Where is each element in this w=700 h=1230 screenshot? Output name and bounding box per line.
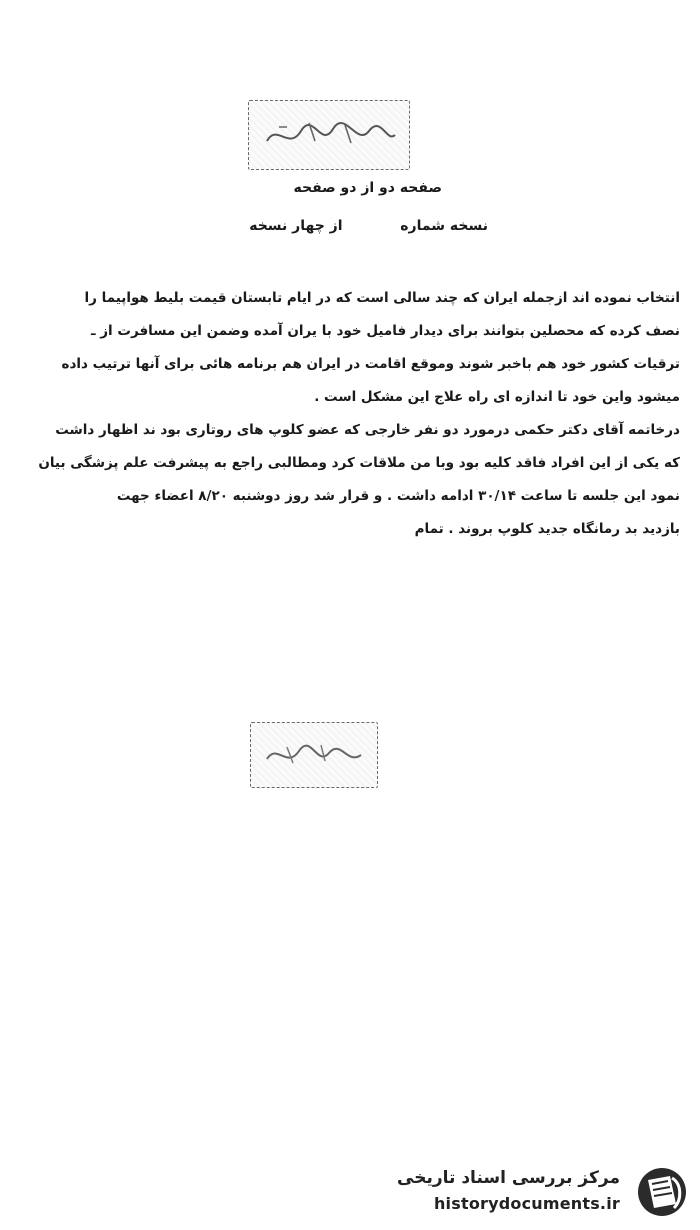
archive-website: historydocuments.ir [433, 1194, 620, 1213]
body-line: درخاتمه آقای دکتر حکمی درمورد دو نفر خارجی که عضو کلوپ های روتاری بود ند اظهار داشت [55, 422, 680, 438]
stamp-scribble-icon [251, 723, 377, 787]
body-line: بازدید بد رمانگاه جدید کلوپ بروند . تمام [414, 521, 680, 537]
body-line: ترقیات کشور خود هم باخبر شوند وموقع اقامت در ایران هم برنامه هائی برای آنها ترتیب داده [61, 356, 680, 372]
body-line: نمود این جلسه تا ساعت ۳۰/۱۴ ادامه داشت . و قرار شد روز دوشنبه ۸/۲۰ اعضاء جهت [116, 488, 680, 504]
body-line: انتخاب نموده اند ازجمله ایران که چند سالی است که در ایام تابستان قیمت بلیط هواپیما را [84, 290, 680, 306]
letter-body [14, 282, 680, 546]
body-line: نصف کرده که محصلین بتوانند برای دیدار فامیل خود با یران آمده وضمن این مسافرت از ـ [90, 323, 680, 339]
body-line: که یکی از این افراد فاقد کلیه بود وبا من ملاقات کرد ومطالبی راجع به پیشرفت علم پزشگی بیان [38, 455, 680, 471]
copy-count-text: از چهار نسخه [249, 218, 343, 234]
stamp-scribble-icon [249, 101, 409, 169]
page-of-text: صفحه دو از دو صفحه [293, 180, 442, 196]
copy-number-line [249, 218, 488, 234]
copy-number-label: نسخه شماره [400, 218, 488, 234]
body-line: میشود واین خود تا اندازه ای راه علاج این مشکل است . [314, 389, 680, 405]
document-archive-logo-icon [632, 1166, 692, 1218]
archive-org-name: مرکز بررسی اسناد تاریخی [397, 1168, 620, 1188]
confidential-stamp-top [248, 100, 410, 170]
confidential-stamp-bottom [250, 722, 378, 788]
archive-footer-logo [397, 1166, 692, 1218]
